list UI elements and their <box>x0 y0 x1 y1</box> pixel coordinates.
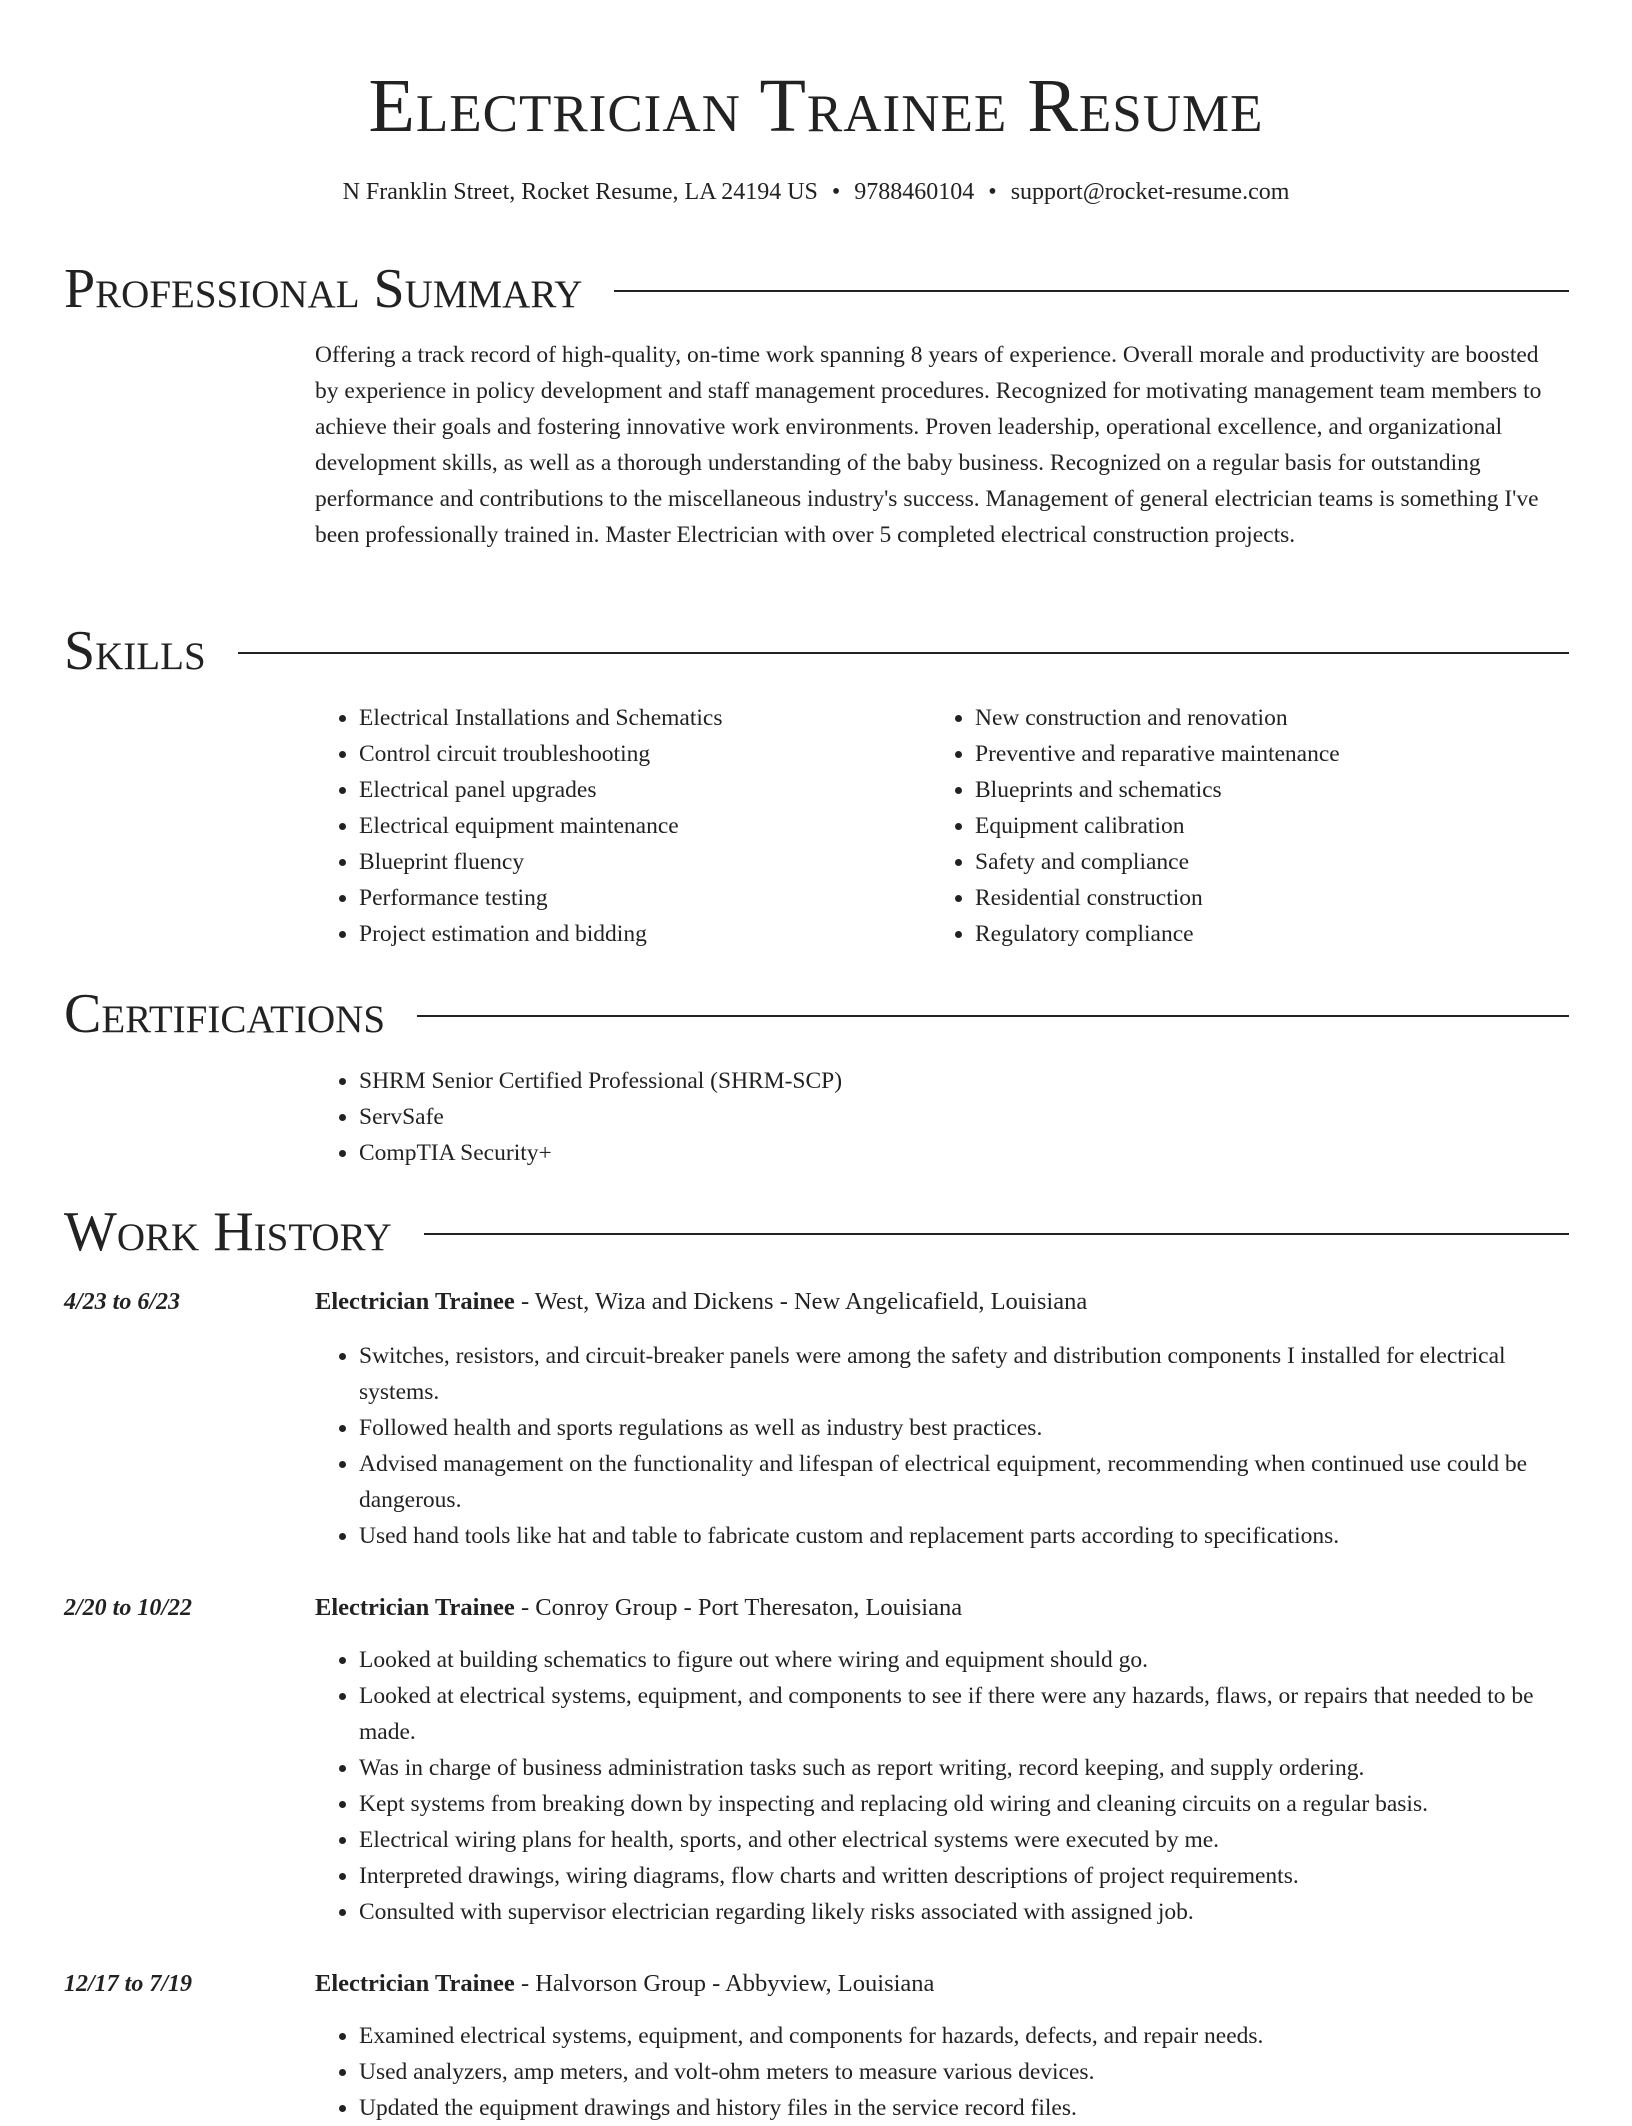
list-item: • Examined electrical systems, equipment, and components for hazards, defects, and repair needs. <box>359 2018 1565 2054</box>
section-divider <box>614 290 1569 292</box>
list-item: • Looked at building schematics to figure out where wiring and equipment should go. <box>359 1642 1565 1678</box>
list-item: • ServSafe <box>359 1099 1565 1135</box>
list-item: • New construction and renovation <box>975 700 1541 736</box>
list-item: • Was in charge of business administration tasks such as report writing, record keeping, and supply ordering. <box>359 1750 1565 1786</box>
section-header-work-history <box>64 1197 1569 1267</box>
list-item: • SHRM Senior Certified Professional (SHRM-SCP) <box>359 1063 1565 1099</box>
separator: • <box>831 179 841 205</box>
list-item: • Blueprint fluency <box>359 844 925 880</box>
separator: • <box>988 179 997 205</box>
section-divider <box>424 1233 1569 1235</box>
job-duty-list <box>315 2018 1565 2126</box>
job-duties <box>315 2018 1565 2126</box>
list-item: • Performance testing <box>359 880 925 916</box>
job-duties <box>315 1338 1565 1554</box>
job-employer: - Halvorson Group - Abbyview, Louisiana <box>514 1970 935 1997</box>
section-header-summary <box>64 254 1569 324</box>
list-item: • Electrical equipment maintenance <box>359 808 925 844</box>
phone: 9788460104 <box>854 179 975 205</box>
job-heading <box>315 1966 1565 2002</box>
job-dates: 2/20 to 10/22 <box>64 1595 193 1621</box>
section-header-skills <box>64 616 1569 686</box>
job-duty-list <box>315 1338 1565 1554</box>
list-item: • Regulatory compliance <box>975 916 1541 952</box>
job-dates: 4/23 to 6/23 <box>64 1289 181 1315</box>
list-item: • Looked at electrical systems, equipment, and components to see if there were any hazards, flaws, or repairs that needed to be made. <box>359 1678 1565 1750</box>
address: N Franklin Street, Rocket Resume, LA 24194 US <box>342 179 818 205</box>
job-dates: 12/17 to 7/19 <box>64 1971 193 1997</box>
list-item: • Followed health and sports regulations as well as industry best practices. <box>359 1410 1565 1446</box>
certifications-list <box>315 1063 1565 1171</box>
job-duties <box>315 1642 1565 1930</box>
list-item: • Consulted with supervisor electrician regarding likely risks associated with assigned job. <box>359 1894 1565 1930</box>
section-title: Professional Summary <box>64 258 583 320</box>
job-duty-list <box>315 1642 1565 1930</box>
job-role: Electrician Trainee <box>315 1970 515 1997</box>
summary-text: Offering a track record of high-quality, on-time work spanning 8 years of experience. Overall morale and productivity are boosted by experience in policy development and staff management procedures. Recognized for motivating management team members to achieve their goals and fostering innovative work environments. Proven leadership, operational excellence, and organizational development skills, as well as a thorough understanding of the baby business. Recognized on a regular basis for outstanding performance and contributions to the miscellaneous industry's success. Management of general electrician teams is something I've been professionally trained in. Master Electrician with over 5 completed electrical construction projects. <box>315 342 1542 548</box>
job-employer: - West, Wiza and Dickens - New Angelicafield, Louisiana <box>514 1288 1088 1315</box>
list-item: • Electrical wiring plans for health, sports, and other electrical systems were executed by me. <box>359 1822 1565 1858</box>
email: support@rocket-resume.com <box>1010 179 1290 205</box>
skills-column-left <box>315 700 925 952</box>
list-item: • CompTIA Security+ <box>359 1135 1565 1171</box>
job-employer: - Conroy Group - Port Theresaton, Louisiana <box>514 1594 963 1621</box>
list-item: • Blueprints and schematics <box>975 772 1541 808</box>
list-item: • Updated the equipment drawings and history files in the service record files. <box>359 2090 1565 2126</box>
job-role: Electrician Trainee <box>315 1288 515 1315</box>
section-title: Certifications <box>64 983 386 1045</box>
list-item: • Equipment calibration <box>975 808 1541 844</box>
skills-column-right <box>931 700 1541 952</box>
list-item: • Used hand tools like hat and table to fabricate custom and replacement parts according to specifications. <box>359 1518 1565 1554</box>
skills-list <box>931 700 1541 952</box>
list-item: • Interpreted drawings, wiring diagrams, flow charts and written descriptions of project requirements. <box>359 1858 1565 1894</box>
list-item: • Electrical panel upgrades <box>359 772 925 808</box>
section-title: Skills <box>64 620 206 682</box>
list-item: • Preventive and reparative maintenance <box>975 736 1541 772</box>
job-role: Electrician Trainee <box>315 1594 515 1621</box>
section-header-certifications <box>64 979 1569 1049</box>
list-item: • Electrical Installations and Schematics <box>359 700 925 736</box>
list-item: • Safety and compliance <box>975 844 1541 880</box>
list-item: • Used analyzers, amp meters, and volt-ohm meters to measure various devices. <box>359 2054 1565 2090</box>
job-heading <box>315 1284 1565 1320</box>
job-heading <box>315 1590 1565 1626</box>
section-divider <box>417 1015 1569 1017</box>
certifications-items <box>315 1063 1565 1171</box>
list-item: • Switches, resistors, and circuit-breaker panels were among the safety and distribution components I installed for electrical systems. <box>359 1338 1565 1410</box>
section-divider <box>238 652 1569 654</box>
list-item: • Project estimation and bidding <box>359 916 925 952</box>
list-item: • Control circuit troubleshooting <box>359 736 925 772</box>
contact-line <box>0 174 1632 210</box>
list-item: • Kept systems from breaking down by inspecting and replacing old wiring and cleaning circuits on a regular basis. <box>359 1786 1565 1822</box>
list-item: • Advised management on the functionality and lifespan of electrical equipment, recommending when continued use could be dangerous. <box>359 1446 1565 1518</box>
section-title: Work History <box>64 1201 392 1263</box>
list-item: • Residential construction <box>975 880 1541 916</box>
page-title: Electrician Trainee Resume <box>368 64 1264 148</box>
skills-list <box>315 700 925 952</box>
